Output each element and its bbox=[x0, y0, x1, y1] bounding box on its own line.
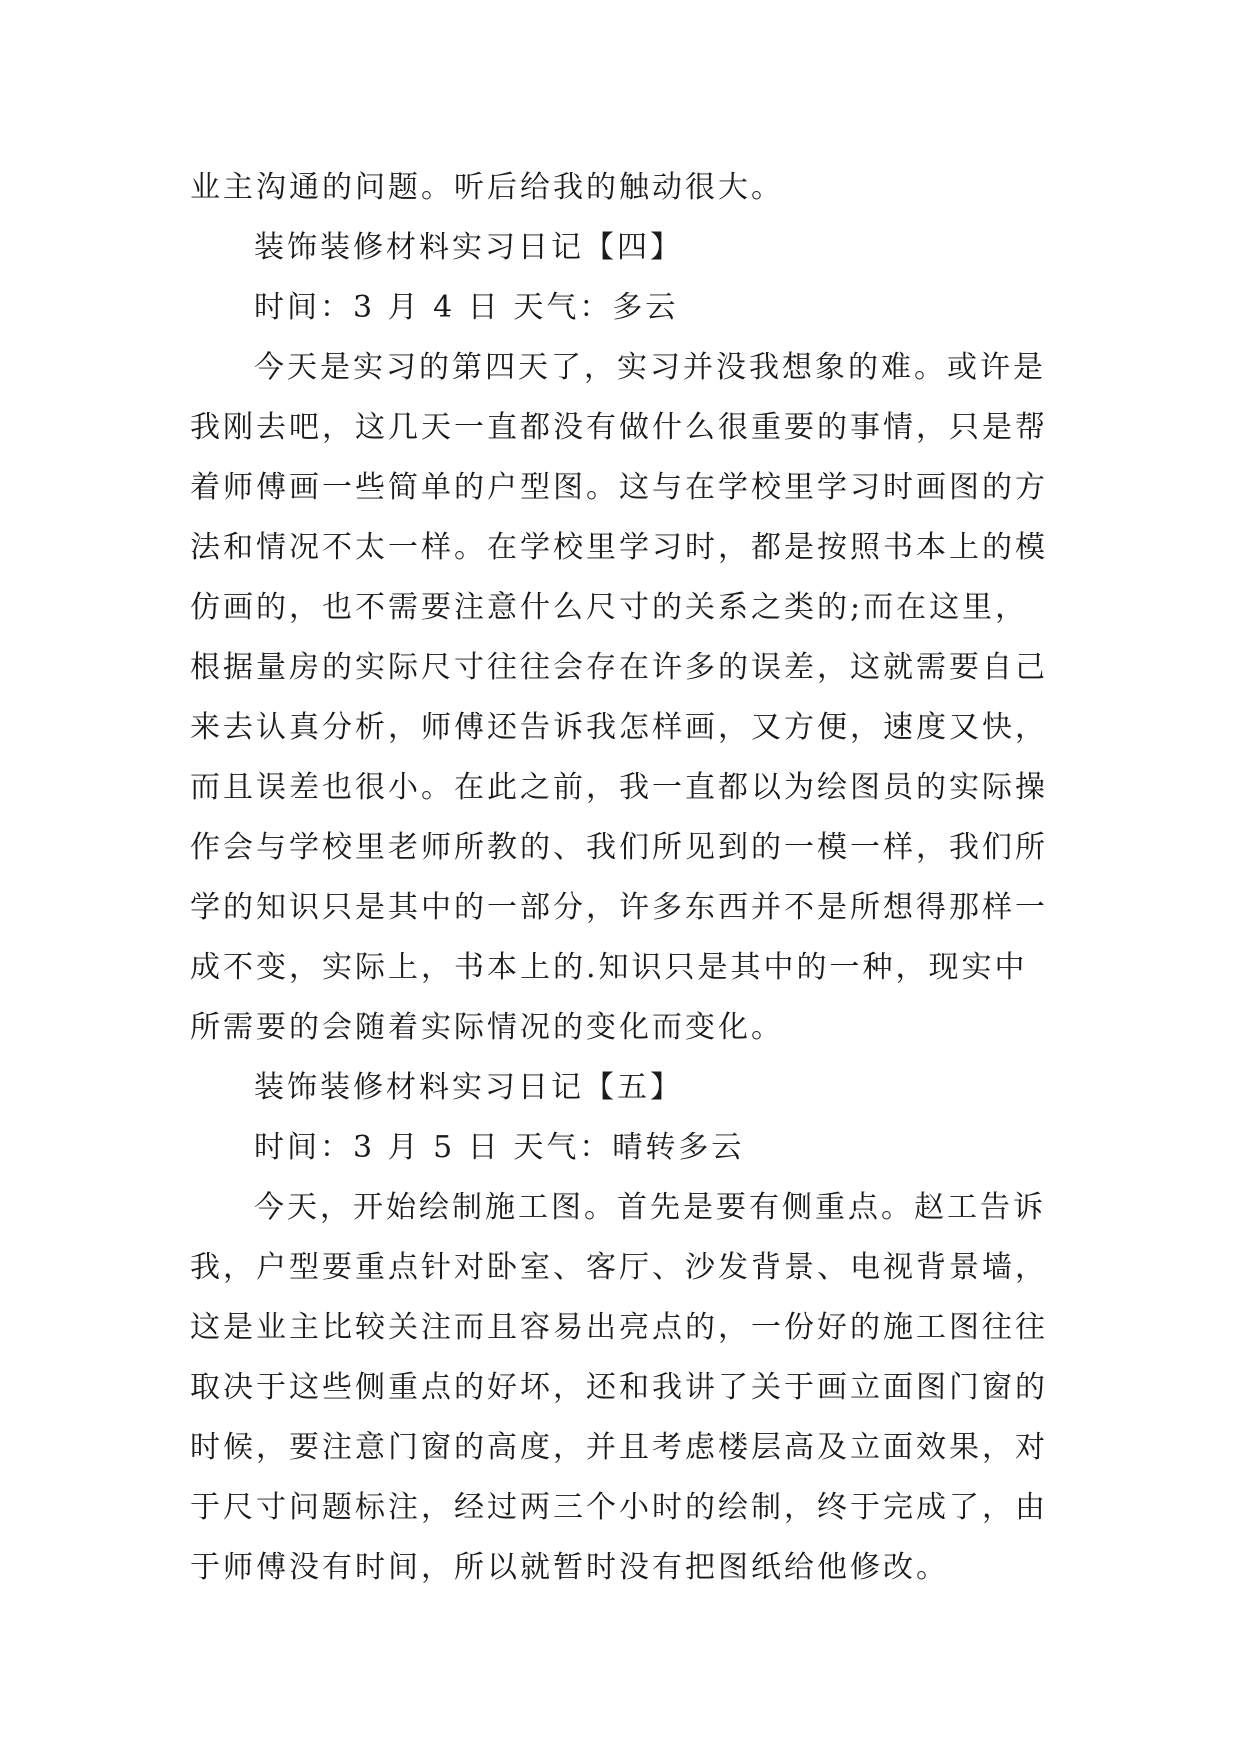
paragraph-line: 根据量房的实际尺寸往往会存在许多的误差，这就需要自己 bbox=[190, 650, 1048, 685]
paragraph-line: 取决于这些侧重点的好坏，还和我讲了关于画立面图门窗的 bbox=[190, 1370, 1048, 1405]
paragraph-line: 仿画的，也不需要注意什么尺寸的关系之类的;而在这里， bbox=[190, 590, 1029, 625]
paragraph-line: 而且误差也很小。在此之前，我一直都以为绘图员的实际操 bbox=[190, 770, 1048, 805]
paragraph-line: 于师傅没有时间，所以就暂时没有把图纸给他修改。 bbox=[190, 1550, 949, 1585]
paragraph-line: 这是业主比较关注而且容易出亮点的，一份好的施工图往往 bbox=[190, 1310, 1048, 1345]
section-heading: 装饰装修材料实习日记【四】 bbox=[254, 230, 683, 265]
paragraph-line: 于尺寸问题标注，经过两三个小时的绘制，终于完成了，由 bbox=[190, 1490, 1048, 1525]
paragraph-line: 今天，开始绘制施工图。首先是要有侧重点。赵工告诉 bbox=[254, 1190, 1046, 1225]
paragraph-line: 作会与学校里老师所教的、我们所见到的一模一样，我们所 bbox=[190, 830, 1048, 865]
section-heading: 装饰装修材料实习日记【五】 bbox=[254, 1070, 683, 1105]
date-weather-line: 时间：3 月 5 日 天气：晴转多云 bbox=[254, 1130, 745, 1165]
paragraph-line: 来去认真分析，师傅还告诉我怎样画，又方便，速度又快， bbox=[190, 710, 1048, 745]
paragraph-line: 学的知识只是其中的一部分，许多东西并不是所想得那样一 bbox=[190, 890, 1048, 925]
paragraph-line: 时候，要注意门窗的高度，并且考虑楼层高及立面效果，对 bbox=[190, 1430, 1048, 1465]
text-line: 业主沟通的问题。听后给我的触动很大。 bbox=[190, 170, 784, 205]
date-weather-line: 时间：3 月 4 日 天气：多云 bbox=[254, 290, 679, 325]
paragraph-line: 法和情况不太一样。在学校里学习时，都是按照书本上的模 bbox=[190, 530, 1048, 565]
paragraph-line: 成不变，实际上，书本上的.知识只是其中的一种，现实中 bbox=[190, 950, 1028, 985]
paragraph-line: 所需要的会随着实际情况的变化而变化。 bbox=[190, 1010, 784, 1045]
paragraph-line: 着师傅画一些简单的户型图。这与在学校里学习时画图的方 bbox=[190, 470, 1048, 505]
paragraph-line: 我，户型要重点针对卧室、客厅、沙发背景、电视背景墙， bbox=[190, 1250, 1048, 1285]
paragraph-line: 我刚去吧，这几天一直都没有做什么很重要的事情，只是帮 bbox=[190, 410, 1048, 445]
paragraph-line: 今天是实习的第四天了，实习并没我想象的难。或许是 bbox=[254, 350, 1046, 385]
